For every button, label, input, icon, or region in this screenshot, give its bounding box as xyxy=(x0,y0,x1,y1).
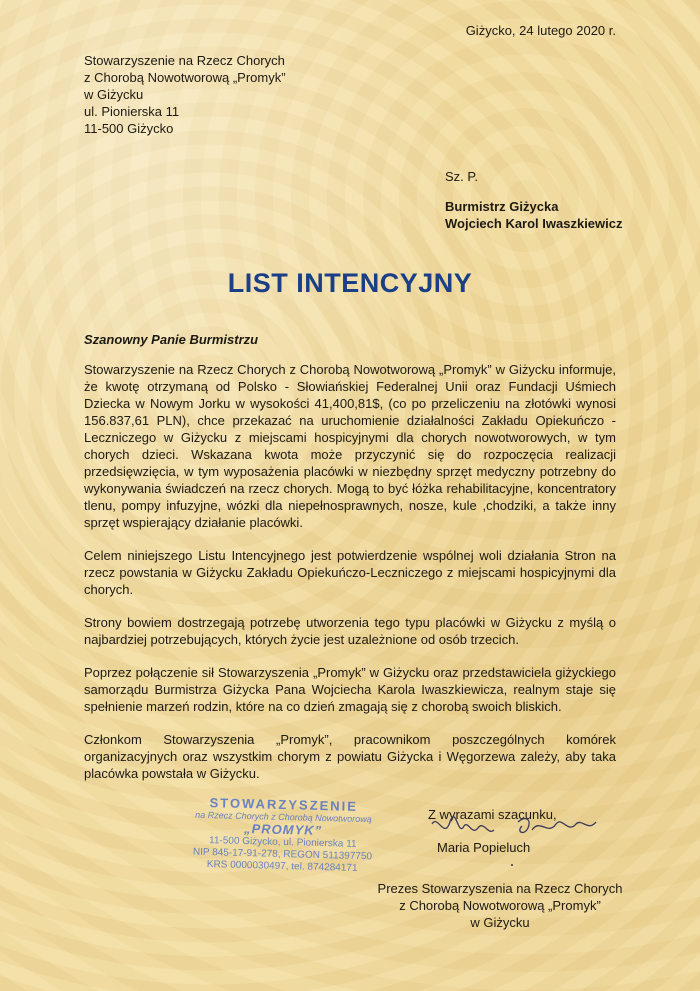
addressee-title: Burmistrz Giżycka xyxy=(445,199,559,214)
letter-body xyxy=(84,361,616,798)
document-heading: LIST INTENCYJNY xyxy=(227,268,473,298)
body-paragraph: Członkom Stowarzyszenia „Promyk”, pracownikom poszczególnych komórek organizacyjnych oraz wszystkim chorym z powiatu Giżycka i Węgorzewa zależy, aby taka placówka powstała w Giżycku. xyxy=(84,732,616,781)
signoff-line: Prezes Stowarzyszenia na Rzecz Chorych xyxy=(377,881,623,896)
letter-date: Giżycko, 24 lutego 2020 r. xyxy=(465,23,616,38)
organization-stamp xyxy=(177,794,389,875)
addressee-block xyxy=(445,168,623,232)
closing-regards: Z wyrazami szacunku, xyxy=(428,807,557,822)
stamp-line: „PROMYK” xyxy=(243,820,323,839)
body-paragraph: Stowarzyszenie na Rzecz Chorych z Chorobą Nowotworową „Promyk” w Giżycku informuje, że kwotę otrzymaną od Polsko - Słowiańskiej Federalnej Unii oraz Fundacji Uśmiech Dziecka w Nowym Jorku w wysokości 41,400,81$, (co po przeliczeniu na złotówki wynosi 156.837,61 PLN), chce przekazać na uruchomienie działalności Zakładu Opiekuńczo - Leczniczego w Giżycku z miejscami hospicyjnymi dla chorych nowotworowych, w tym chorych dzieci. Wskazana kwota może przyczynić się do rozpoczęcia realizacji przedsięwzięcia, w tym wyposażenia placówki w niezbędny sprzęt medyczny potrzebny do wykonywania świadczeń na rzecz chorych. Mogą to być łóżka rehabilitacyjne, koncentratory tlenu, pompy infuzyjne, wózki dla niepełnosprawnych, nosze, kule ,chodziki, a także inny sprzęt wspierający działanie placówki. xyxy=(84,362,616,530)
addressee-name: Wojciech Karol Iwaszkiewicz xyxy=(445,216,623,231)
body-paragraph: Poprzez połączenie sił Stowarzyszenia „Promyk” w Giżycku oraz przedstawiciela giżyckiego samorządu Burmistrza Giżycka Pana Wojciecha Karola Iwaszkiewicza, realnym staje się spełnienie marzeń rodzin, które na co dzień zmagają się z chorobą swoich bliskich. xyxy=(84,665,616,714)
stamp-line: na Rzecz Chorych z Chorobą Nowotworową xyxy=(195,809,372,825)
signatory-role xyxy=(360,880,640,931)
dot-mark xyxy=(511,864,513,866)
stamp-line: 11-500 Giżycko, ul. Pionierska 11 xyxy=(208,835,357,850)
stamp-line: NIP 845-17-91-278, REGON 511397750 xyxy=(192,846,373,863)
sender-line: z Chorobą Nowotworową „Promyk” xyxy=(84,70,286,85)
stamp-line: STOWARZYSZENIE xyxy=(209,795,359,814)
sender-address xyxy=(84,52,286,137)
stamp-line: KRS 0000030497, tel. 874284171 xyxy=(206,859,358,874)
signoff-line: w Giżycku xyxy=(470,915,530,930)
addressee-greeting: Sz. P. xyxy=(445,169,479,184)
sender-line: 11-500 Giżycko xyxy=(84,121,174,136)
sender-line: w Giżycku xyxy=(84,87,144,102)
signatory-name: Maria Popieluch xyxy=(437,840,531,855)
sender-line: ul. Pionierska 11 xyxy=(84,104,180,119)
body-paragraph: Celem niniejszego Listu Intencyjnego jest potwierdzenie wspólnej woli działania Stron na rzecz powstania w Giżycku Zakładu Opiekuńczo-Leczniczego z miejscami hospicyjnymi dla chorych. xyxy=(84,548,616,597)
body-paragraph: Strony bowiem dostrzegają potrzebę utworzenia tego typu placówki w Giżycku z myślą o najbardziej potrzebujących, których życie jest uzależnione od osób trzecich. xyxy=(84,615,616,647)
signoff-line: z Chorobą Nowotworową „Promyk” xyxy=(399,898,601,913)
sender-line: Stowarzyszenie na Rzecz Chorych xyxy=(84,53,285,68)
salutation: Szanowny Panie Burmistrzu xyxy=(84,332,259,347)
signature-block xyxy=(428,806,557,823)
